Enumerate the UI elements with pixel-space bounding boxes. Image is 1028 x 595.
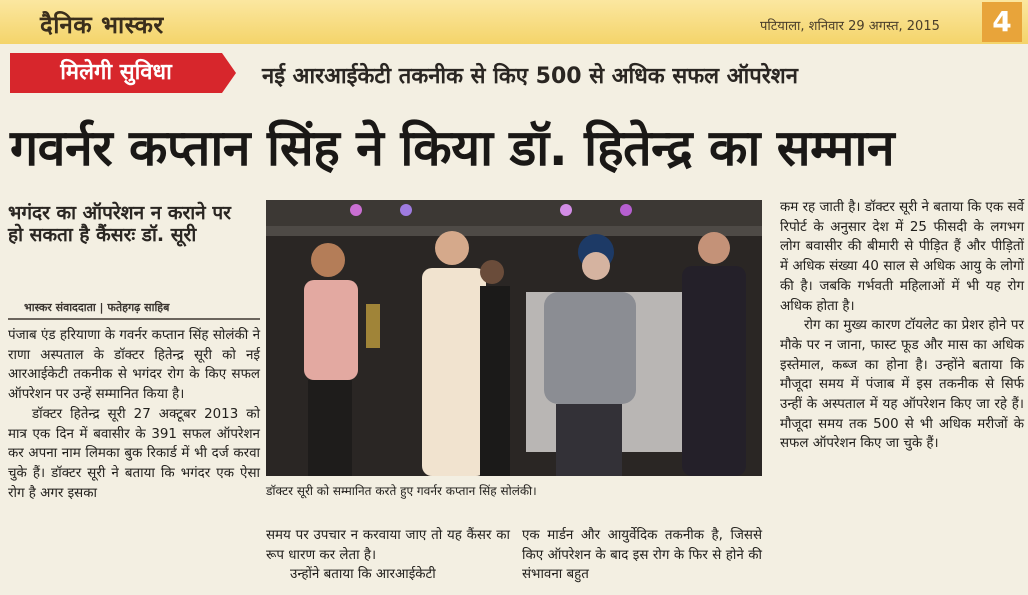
article-paragraph: कम रह जाती है। डॉक्टर सूरी ने बताया कि एक सर्वे रिपोर्ट के अनुसार देश में 25 फीसदी के लगभग लोग बवासीर की बीमारी से पीड़ित हैं और पीड़ितों में अधिक संख्या 40 साल से अधिक आयु के लोगों की है। जबकि गर्भवती महिलाओं में भी यह रोग अधिक होता है। <box>780 200 1024 314</box>
article-paragraph: पंजाब एंड हरियाणा के गवर्नर कप्तान सिंह सोलंकी ने राणा अस्पताल के डॉक्टर हितेन्द्र सूरी को नई आरआईकेटी तकनीक से भगंदर रोग के किए सफल ऑपरेशन पर उन्हें सम्मानित किया है। <box>8 328 260 403</box>
event-photo-illustration <box>266 200 762 476</box>
article-paragraph: समय पर उपचार न करवाया जाए तो यह कैंसर का रूप धारण कर लेता है। <box>266 528 510 563</box>
photo-caption: डॉक्टर सूरी को सम्मानित करते हुए गवर्नर कप्तान सिंह सोलंकी। <box>266 484 537 498</box>
byline-divider <box>8 318 260 320</box>
article-paragraph: रोग का मुख्य कारण टॉयलेट का प्रेशर होने पर मौके पर न जाना, फास्ट फूड और मास का अधिक इस्तेमाल, कब्ज का होना है। उन्होंने बताया कि मौजूदा समय में पंजाब में इस तकनीक से सिर्फ उन्हीं के अस्पताल में यह ऑपरेशन किए जा रहे हैं। मौजूदा समय तक 500 से भी अधिक मरीजों के सफल ऑपरेशन किए जा चुके हैं। <box>780 318 1024 452</box>
subheadline: भगंदर का ऑपरेशन न कराने पर हो सकता है कैंसरः डॉ. सूरी <box>8 202 231 246</box>
article-paragraph: एक मार्डन और आयुर्वेदिक तकनीक है, जिससे किए ऑपरेशन के बाद इस रोग के फिर से होने की संभावना बहुत <box>522 528 762 583</box>
dateline: पटियाला, शनिवार 29 अगस्त, 2015 <box>760 19 940 34</box>
news-photo <box>266 200 762 476</box>
kicker-label: मिलेगी सुविधा <box>10 53 222 93</box>
newspaper-name: दैनिक भास्कर <box>40 11 164 39</box>
page-number: 4 <box>982 2 1022 42</box>
headline: गवर्नर कप्तान सिंह ने किया डॉ. हितेन्द्र का सम्मान <box>10 119 895 177</box>
article-column-2 <box>266 526 510 585</box>
article-column-1 <box>8 326 260 503</box>
kicker-text: नई आरआईकेटी तकनीक से किए 500 से अधिक सफल ऑपरेशन <box>262 64 798 89</box>
byline: भास्कर संवाददाता | फतेहगढ़ साहिब <box>24 301 170 314</box>
article-column-4 <box>780 198 1024 454</box>
article-paragraph: डॉक्टर हितेन्द्र सूरी 27 अक्टूबर 2013 को मात्र एक दिन में बवासीर के 391 सफल ऑपरेशन कर अपना नाम लिमका बुक रिकार्ड में भी दर्ज करवा चुके हैं। डॉक्टर सूरी ने बताया कि भगंदर एक ऐसा रोग है अगर इसका <box>8 406 260 501</box>
article-column-3 <box>522 526 762 585</box>
article-paragraph: उन्होंने बताया कि आरआईकेटी <box>290 567 436 583</box>
kicker-arrow <box>222 53 236 93</box>
